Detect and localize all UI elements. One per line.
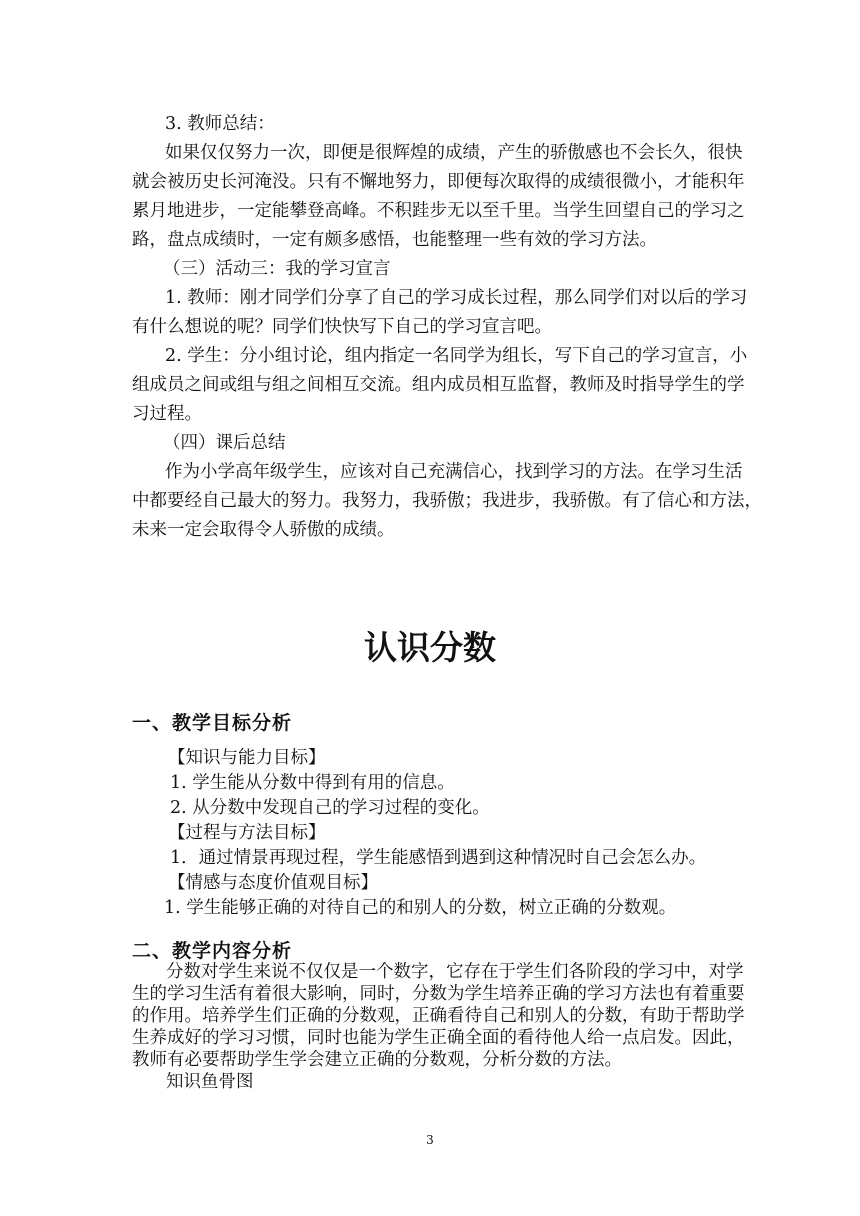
paragraph-line: 的作用。培养学生们正确的分数观，正确看待自己和别人的分数，有助于帮助学 [132,1006,745,1026]
section1-heading: 一、教学目标分析 [132,712,293,734]
list-item: 1．通过情景再现过程，学生能感悟到遇到这种情况时自己会怎么办。 [170,848,707,868]
fishbone-label: 知识鱼骨图 [166,1072,254,1092]
paragraph-line: 生的学习生活有着很大影响，同时，分数为学生培养正确的学习方法也有着重要 [132,984,745,1004]
teaching-objectives [132,746,732,921]
page-number: 3 [426,1133,434,1147]
list-item: 1. 学生能够正确的对待自己的和别人的分数，树立正确的分数观。 [164,898,677,918]
paragraph-line: 有什么想说的呢？同学们快快写下自己的学习宣言吧。 [132,317,552,337]
content-analysis [132,961,745,1093]
paragraph-line: 分数对学生来说不仅仅是一个数字，它存在于学生们各阶段的学习中，对学 [166,962,744,982]
paragraph-line: 2. 学生：分小组讨论，组内指定一名同学为组长，写下自己的学习宣言，小 [165,346,748,366]
paragraph-line: 路，盘点成绩时，一定有颇多感悟，也能整理一些有效的学习方法。 [132,230,657,250]
lesson-activities-text [132,110,762,545]
list-item: 2. 从分数中发现自己的学习过程的变化。 [170,798,490,818]
paragraph-line: 教师有必要帮助学生学会建立正确的分数观，分析分数的方法。 [132,1050,622,1070]
activity3-heading: （三）活动三：我的学习宣言 [163,259,391,279]
teacher-summary-heading: 3. 教师总结： [165,114,275,134]
emotion-goals-heading: 【情感与态度价值观目标】 [168,873,378,893]
paragraph-line: 生养成好的学习习惯，同时也能为学生正确全面的看待他人给一点启发。因此， [132,1028,745,1048]
paragraph-line: 中都要经自己最大的努力。我努力，我骄傲；我进步，我骄傲。有了信心和方法， [132,491,762,511]
summary-heading: （四）课后总结 [163,433,286,453]
paragraph-line: 作为小学高年级学生，应该对自己充满信心，找到学习的方法。在学习生活 [165,462,743,482]
paragraph-line: 如果仅仅努力一次，即便是很辉煌的成绩，产生的骄傲感也不会长久，很快 [165,143,743,163]
paragraph-line: 未来一定会取得令人骄傲的成绩。 [132,520,395,540]
paragraph-line: 组成员之间或组与组之间相互交流。组内成员相互监督，教师及时指导学生的学 [132,375,745,395]
list-item: 1. 学生能从分数中得到有用的信息。 [170,773,455,793]
lesson-title: 认识分数 [364,628,496,667]
paragraph-line: 习过程。 [132,404,202,424]
paragraph-line: 1. 教师：刚才同学们分享了自己的学习成长过程，那么同学们对以后的学习 [165,288,748,308]
section2-heading: 二、教学内容分析 [132,940,293,962]
paragraph-line: 累月地进步，一定能攀登高峰。不积跬步无以至千里。当学生回望自己的学习之 [132,201,745,221]
process-goals-heading: 【过程与方法目标】 [168,823,326,843]
paragraph-line: 就会被历史长河淹没。只有不懈地努力，即便每次取得的成绩很微小，才能积年 [132,172,745,192]
knowledge-goals-heading: 【知识与能力目标】 [168,748,326,768]
